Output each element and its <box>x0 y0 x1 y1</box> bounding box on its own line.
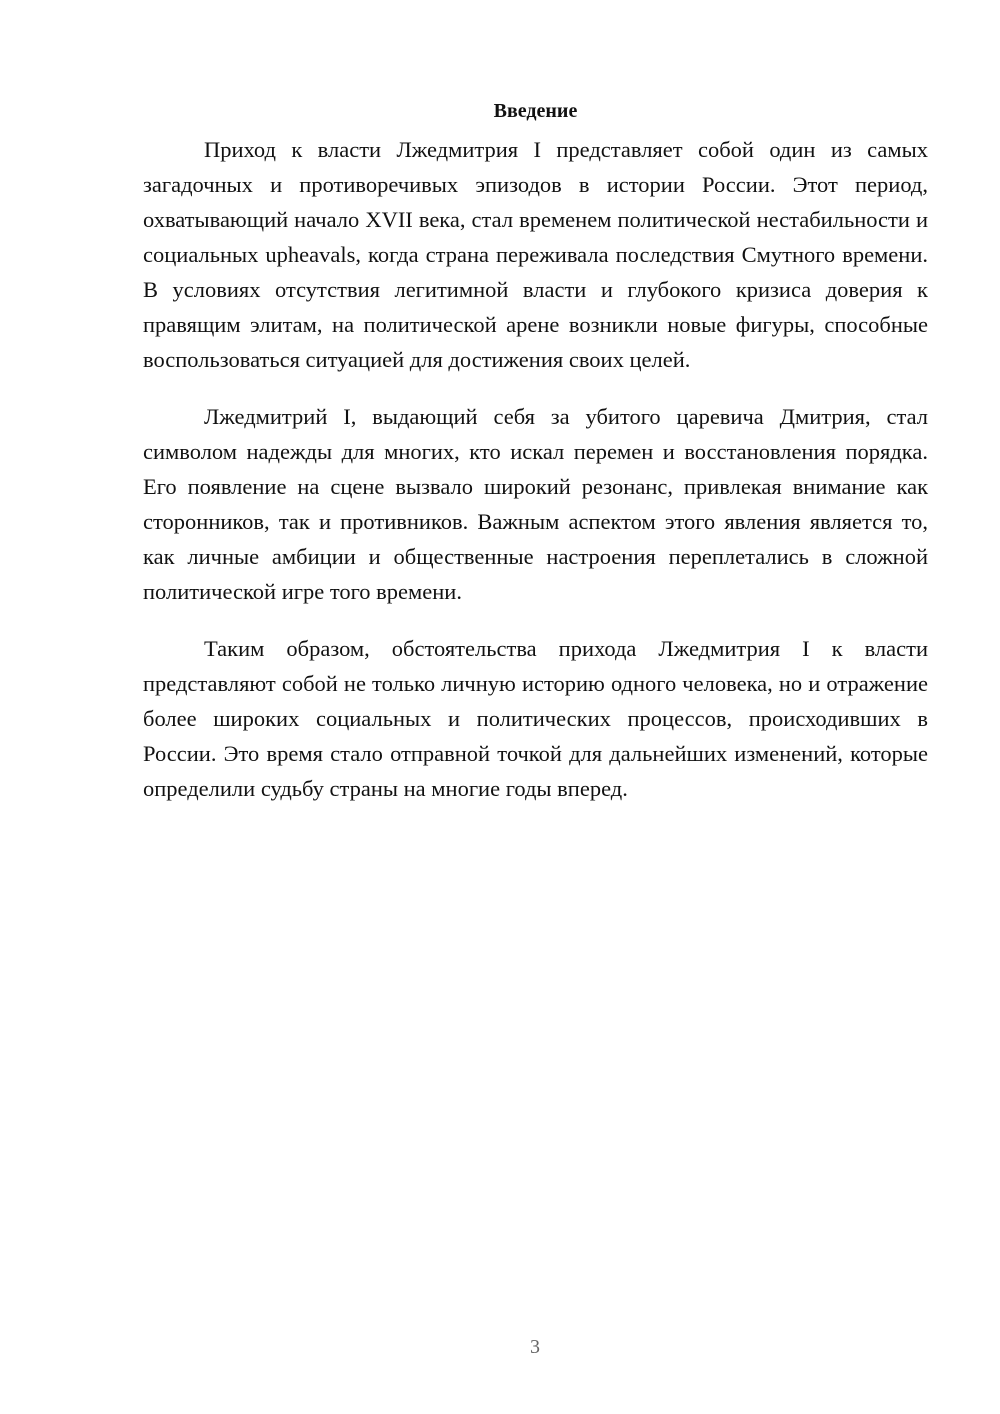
page-number: 3 <box>530 1336 540 1358</box>
page-content <box>143 96 928 828</box>
paragraph-1: Приход к власти Лжедмитрия I представляет собой один из самых загадочных и противоречивых эпизодов в истории России. Этот период, охватывающий начало XVII века, стал временем политической нестабильности и социальных upheavals, когда страна переживала последствия Смутного времени. В условиях отсутствия легитимной власти и глубокого кризиса доверия к правящим элитам, на политической арене возникли новые фигуры, способные воспользоваться ситуацией для достижения своих целей. <box>143 137 928 372</box>
paragraph-2: Лжедмитрий I, выдающий себя за убитого царевича Дмитрия, стал символом надежды для многих, кто искал перемен и восстановления порядка. Его появление на сцене вызвало широкий резонанс, привлекая внимание как сторонников, так и противников. Важным аспектом этого явления является то, как личные амбиции и общественные настроения переплетались в сложной политической игре того времени. <box>143 404 928 604</box>
section-title: Введение <box>493 100 578 122</box>
paragraph-3: Таким образом, обстоятельства прихода Лжедмитрия I к власти представляют собой не только личную историю одного человека, но и отражение более широких социальных и политических процессов, происходивших в России. Это время стало отправной точкой для дальнейших изменений, которые определили судьбу страны на многие годы вперед. <box>143 636 928 801</box>
